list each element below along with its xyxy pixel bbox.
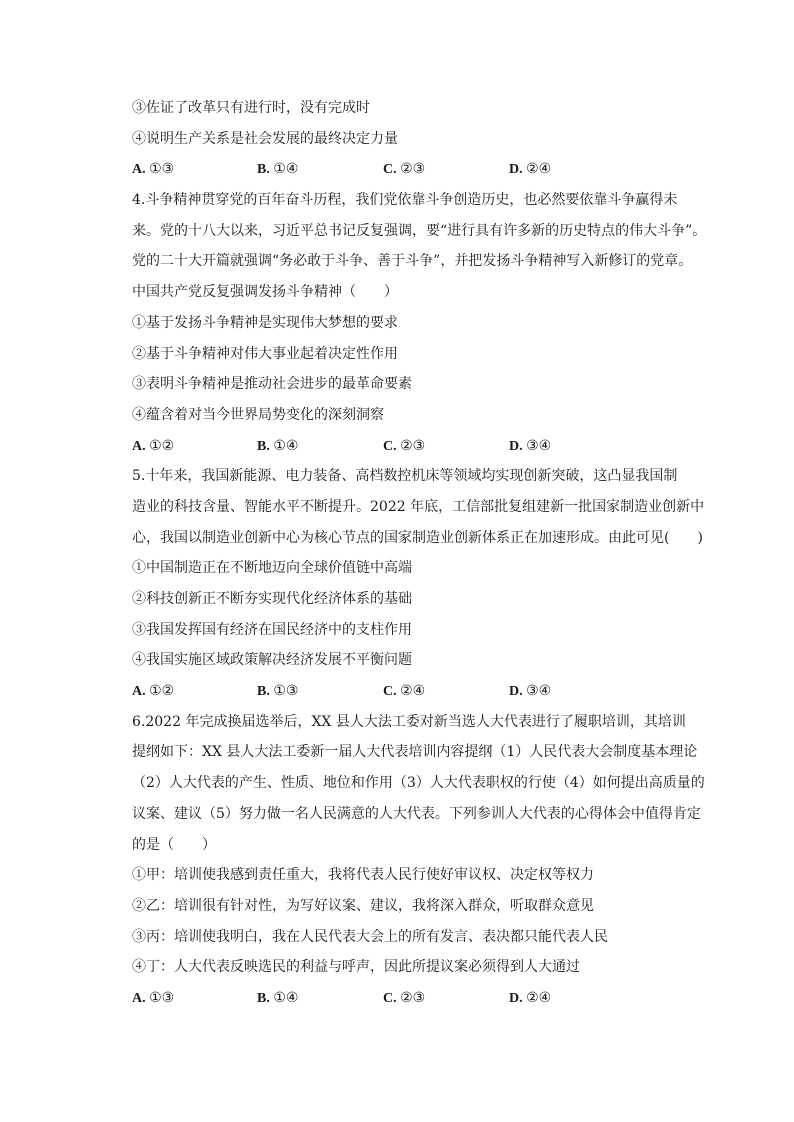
choice-c (383, 681, 425, 702)
choice-text: ②④ (526, 989, 552, 1006)
choice-letter: D. (509, 438, 527, 454)
choice-letter: B. (257, 438, 274, 454)
choice-letter: D. (509, 162, 527, 178)
choice-text: ①④ (273, 989, 299, 1006)
choice-b (257, 159, 298, 180)
choice-a (132, 988, 174, 1009)
stem-text: 十年来，我国新能源、电力装备、高档数控机床等领域均实现创新突破，这凸显我国制 (145, 468, 678, 485)
option-line: ④丁：人大代表反映选民的利益与呼声，因此所提议案必须得到人大通过 (132, 959, 580, 976)
question-number: 4. (132, 192, 146, 209)
choice-letter: A. (132, 438, 150, 454)
choice-letter: B. (257, 684, 274, 700)
choice-letter: C. (383, 990, 401, 1006)
choice-text: ③④ (526, 437, 552, 454)
option-line: ②乙：培训很有针对性，为写好议案、建议，我将深入群众，听取群众意见 (132, 897, 594, 914)
question-number: 6. (132, 713, 146, 730)
choice-d (509, 159, 551, 180)
choice-a (132, 681, 174, 702)
question-stem-line: （2）人大代表的产生、性质、地位和作用（3）人大代表职权的行使（4）如何提出高质量的 (132, 775, 705, 792)
stem-text: 2022 年完成换届选举后，XX 县人大法工委对新当选人大代表进行了履职培训，其培训 (145, 713, 686, 730)
choice-text: ③④ (526, 683, 552, 700)
answer-choices (132, 159, 716, 179)
choice-c (383, 159, 425, 180)
option-line: ②科技创新正不断夯实现代化经济体系的基础 (132, 591, 412, 607)
question-stem-line (132, 190, 716, 210)
option-line: ③丙：培训使我明白，我在人民代表大会上的所有发言、表决都只能代表人民 (132, 928, 608, 945)
choice-a (132, 159, 174, 180)
choice-text: ①④ (273, 161, 299, 178)
option-line: ③表明斗争精神是推动社会进步的最革命要素 (132, 376, 412, 393)
choice-letter: D. (509, 684, 527, 700)
choice-text: ②③ (400, 437, 426, 454)
choice-b (257, 436, 298, 457)
option-line: ③我国发挥国有经济在国民经济中的支柱作用 (132, 621, 412, 638)
question-stem-line: 中国共产党反复强调发扬斗争精神（ ） (132, 284, 398, 301)
choice-b (257, 988, 298, 1009)
choice-letter: A. (132, 684, 150, 700)
option-line: ④我国实施区域政策解决经济发展不平衡问题 (132, 652, 412, 669)
choice-text: ①② (149, 683, 175, 700)
choice-text: ②③ (400, 989, 426, 1006)
choice-text: ②④ (526, 161, 552, 178)
answer-choices (132, 436, 716, 456)
choice-letter: C. (383, 684, 401, 700)
choice-text: ①③ (149, 161, 175, 178)
choice-letter: B. (257, 162, 274, 178)
choice-d (509, 988, 551, 1009)
option-line: ①基于发扬斗争精神是实现伟大梦想的要求 (132, 314, 398, 331)
exam-page (132, 98, 716, 1019)
question-stem-line (132, 712, 716, 732)
question-stem-line (132, 466, 716, 486)
question-stem-line: 议案、建议（5）努力做一名人民满意的人大代表。下列参训人大代表的心得体会中值得肯定 (132, 805, 701, 822)
choice-letter: C. (383, 162, 401, 178)
choice-text: ②④ (400, 683, 426, 700)
option-line: ①甲：培训使我感到责任重大，我将代表人民行使好审议权、决定权等权力 (132, 867, 594, 884)
answer-choices (132, 681, 716, 701)
choice-text: ②③ (400, 161, 426, 178)
choice-text: ①③ (273, 683, 299, 700)
choice-letter: A. (132, 162, 150, 178)
choice-c (383, 988, 425, 1009)
option-line: ④说明生产关系是社会发展的最终决定力量 (132, 130, 398, 147)
stem-text: 斗争精神贯穿党的百年奋斗历程，我们党依靠斗争创造历史，也必然要依靠斗争赢得未 (145, 192, 678, 209)
question-6 (132, 712, 716, 1008)
option-line: ④蕴含着对当今世界局势变化的深刻洞察 (132, 406, 384, 423)
choice-d (509, 436, 551, 457)
question-5 (132, 466, 716, 701)
question-number: 5. (132, 468, 146, 485)
question-stem-line: 造业的科技含量、智能水平不断提升。2022 年底，工信部批复组建新一批国家制造业创新中 (132, 498, 705, 515)
choice-letter: A. (132, 990, 150, 1006)
choice-a (132, 436, 174, 457)
choice-c (383, 436, 425, 457)
choice-letter: D. (509, 990, 527, 1006)
question-stem-line: 的是（ ） (132, 836, 216, 853)
choice-text: ①② (149, 437, 175, 454)
question-4 (132, 190, 716, 456)
question-stem-line: 党的二十大开篇就强调“务必敢于斗争、善于斗争”，并把发扬斗争精神写入新修订的党章。 (132, 253, 693, 270)
choice-text: ①③ (149, 989, 175, 1006)
question-stem-line: 来。党的十八大以来，习近平总书记反复强调，要“进行具有许多新的历史特点的伟大斗争”。 (132, 222, 707, 239)
option-line: ②基于斗争精神对伟大事业起着决定性作用 (132, 345, 398, 362)
choice-text: ①④ (273, 437, 299, 454)
choice-letter: B. (257, 990, 274, 1006)
question-stem-line: 提纲如下：XX 县人大法工委新一届人大代表培训内容提纲（1）人民代表大会制度基本理论 (132, 744, 698, 761)
answer-choices (132, 988, 716, 1008)
question-stem-line: 心，我国以制造业创新中心为核心节点的国家制造业创新体系正在加速形成。由此可见( ) (132, 529, 703, 546)
option-line: ③佐证了改革只有进行时，没有完成时 (132, 100, 370, 116)
option-line: ①中国制造正在不断地迈向全球价值链中高端 (132, 560, 412, 577)
choice-letter: C. (383, 438, 401, 454)
choice-b (257, 681, 298, 702)
choice-d (509, 681, 551, 702)
